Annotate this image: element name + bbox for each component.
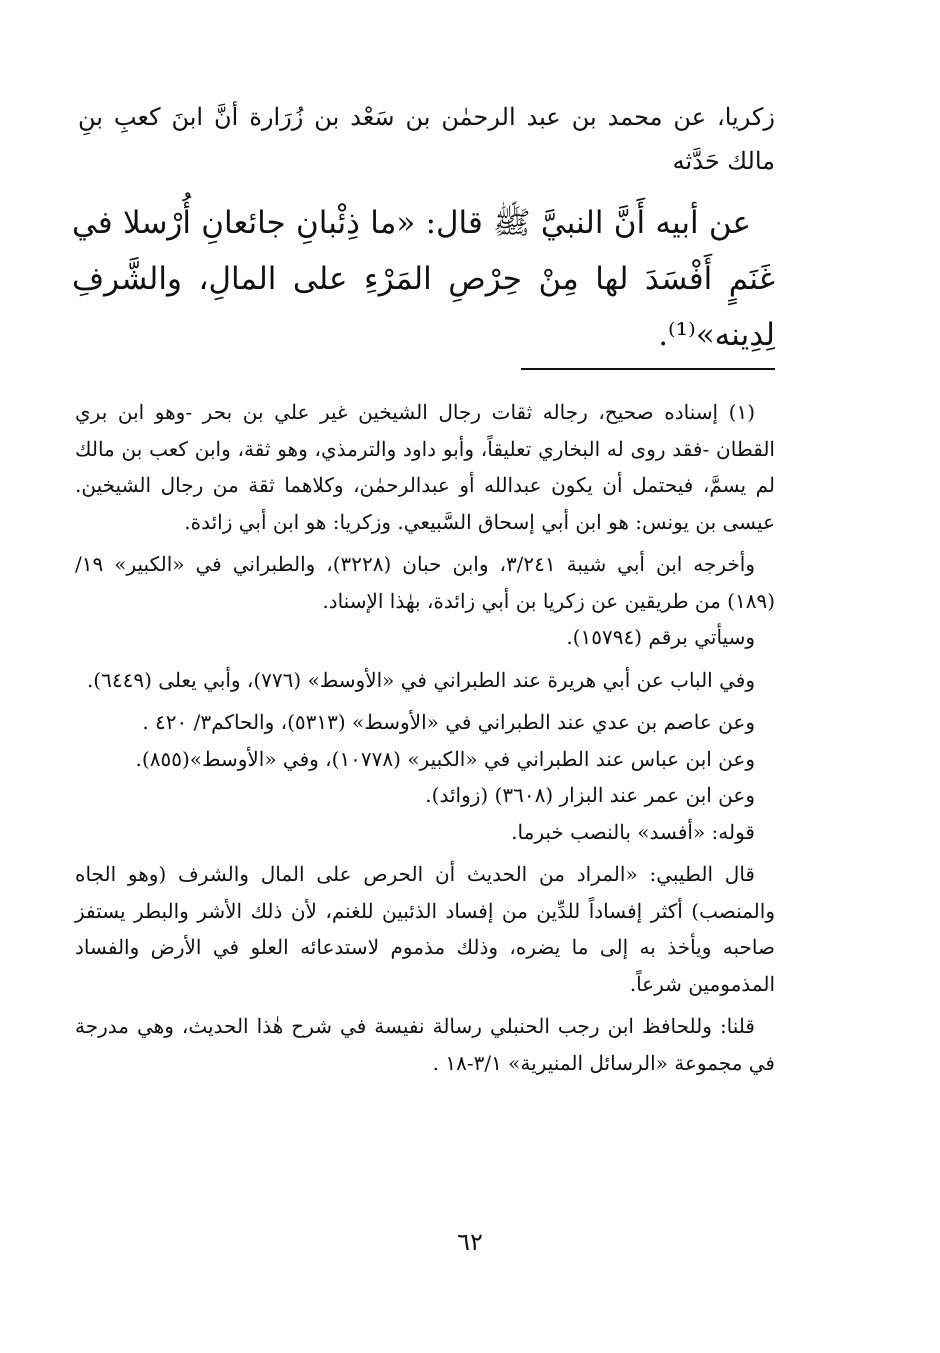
footnote-paragraph: وعن ابن عباس عند الطبراني في «الكبير» (١٠٧٧٨)، وفي «الأوسط»(٨٥٥).	[135, 746, 755, 771]
footnote-paragraph: قال الطيبي: «المراد من الحديث أن الحرص على المال والشرف (وهو الجاه والمنصب) أكثر إفساداً للدِّين من إفساد الذئبين للغنم، لأن ذلك الأشر والبطر يستفز صاحبه ويأخذ به إلى ما يضره، وذلك مذموم لاستدعائه العلو في الأرض والفساد المذمومين شرعاً.	[75, 862, 775, 996]
footnote-separator	[521, 368, 775, 370]
footnote-paragraph: وسيأتي برقم (١٥٧٩٤).	[566, 625, 755, 649]
footnote-paragraph: وفي الباب عن أبي هريرة عند الطبراني في «الأوسط» (٧٧٦)، وأبي يعلى (٦٤٤٩).	[86, 667, 755, 692]
footnote-paragraph: قلنا: وللحافظ ابن رجب الحنبلي رسالة نفيسة في شرح هٰذا الحديث، وهي مدرجة في مجموعة «الرسائل المنيرية» ٣/١-١٨ .	[75, 1014, 775, 1075]
hadith-isnad: زكريا، عن محمد بن عبد الرحمٰن بن سَعْد بن زُرَارة أنَّ ابنَ كعبِ بنِ مالك حَدَّثه	[78, 103, 775, 175]
hadith-matn: عن أبيه أَنَّ النبيَّ ﷺ قال: «ما ذِئْبانِ جائعانِ أُرْسلا في غَنَمٍ أَفْسَدَ لها مِنْ حِرْصِ المَرْءِ على المالِ، والشَّرفِ لِدِينه»⁽¹⁾.	[72, 205, 775, 353]
footnote-paragraph: وعن عاصم بن عدي عند الطبراني في «الأوسط» (٥٣١٣)، والحاكم٣/ ٤٢٠ .	[142, 710, 755, 734]
page-number: ٦٢	[457, 1228, 483, 1256]
footnote-paragraph: وأخرجه ابن أبي شيبة ٣/٢٤١، وابن حبان (٣٢٢٨)، والطبراني في «الكبير» ١٩/ (١٨٩) من طريقين عن زكريا بن أبي زائدة، بهٰذا الإسناد.	[75, 552, 775, 613]
footnote-paragraph: قوله: «أفسد» بالنصب خبرما.	[511, 819, 755, 844]
main-text	[78, 95, 775, 183]
footnote-paragraph: وعن ابن عمر عند البزار (٣٦٠٨) (زوائد).	[425, 783, 755, 807]
footnote-paragraph: (١) إسناده صحيح، رجاله ثقات رجال الشيخين غير علي بن بحر -وهو ابن بري القطان -فقد روى له البخاري تعليقاً، وأبو داود والترمذي، وهو ثقة، وابن كعب بن مالك لم يسمَّ، فيحتمل أن يكون عبدالله أو عبدالرحمٰن، وكلاهما ثقة من رجال الشيخين. عيسى بن يونس: هو ابن أبي إسحاق السَّبيعي. وزكريا: هو ابن أبي زائدة.	[75, 400, 775, 534]
footnotes	[75, 394, 775, 1087]
